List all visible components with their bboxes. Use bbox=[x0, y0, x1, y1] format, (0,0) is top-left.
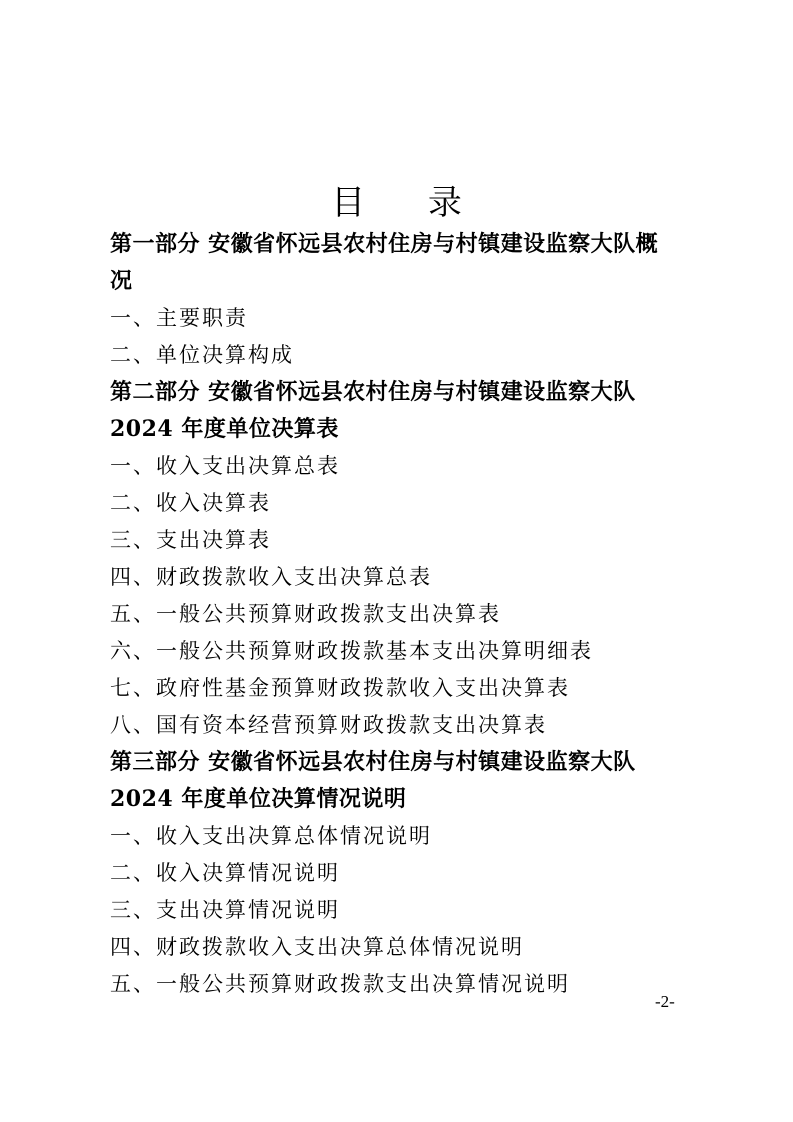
part-heading-line: 2024 年度单位决算表 bbox=[110, 416, 339, 442]
toc-item: 二、收入决算情况说明 bbox=[110, 861, 340, 885]
toc-item: 一、主要职责 bbox=[110, 306, 248, 330]
part-heading-line: 第三部分 安徽省怀远县农村住房与村镇建设监察大队 bbox=[110, 749, 636, 775]
toc-item: 五、一般公共预算财政拨款支出决算表 bbox=[110, 602, 501, 626]
toc-item: 七、政府性基金预算财政拨款收入支出决算表 bbox=[110, 676, 570, 700]
toc-item: 三、支出决算表 bbox=[110, 528, 271, 552]
toc-item: 二、收入决算表 bbox=[110, 491, 271, 515]
page-title: 目 录 bbox=[331, 183, 488, 223]
part-heading-line: 第一部分 安徽省怀远县农村住房与村镇建设监察大队概 bbox=[110, 231, 659, 257]
toc-item: 二、单位决算构成 bbox=[110, 343, 294, 367]
part-heading-line: 第二部分 安徽省怀远县农村住房与村镇建设监察大队 bbox=[110, 379, 636, 405]
toc-part-2 bbox=[110, 374, 710, 744]
toc-item: 八、国有资本经营预算财政拨款支出决算表 bbox=[110, 713, 547, 737]
part-heading-line: 2024 年度单位决算情况说明 bbox=[110, 786, 407, 812]
page-number: -2- bbox=[655, 992, 675, 1011]
toc-item: 三、支出决算情况说明 bbox=[110, 898, 340, 922]
part-heading-line: 况 bbox=[110, 268, 133, 294]
toc-item: 四、财政拨款收入支出决算总体情况说明 bbox=[110, 935, 524, 959]
toc-part-3 bbox=[110, 744, 710, 1003]
toc-item: 四、财政拨款收入支出决算总表 bbox=[110, 565, 432, 589]
toc-item: 五、一般公共预算财政拨款支出决算情况说明 bbox=[110, 972, 570, 996]
toc-item: 六、一般公共预算财政拨款基本支出决算明细表 bbox=[110, 639, 593, 663]
toc-item: 一、收入支出决算总表 bbox=[110, 454, 340, 478]
toc-part-1 bbox=[110, 226, 710, 374]
toc-item: 一、收入支出决算总体情况说明 bbox=[110, 824, 432, 848]
table-of-contents bbox=[110, 226, 710, 1003]
